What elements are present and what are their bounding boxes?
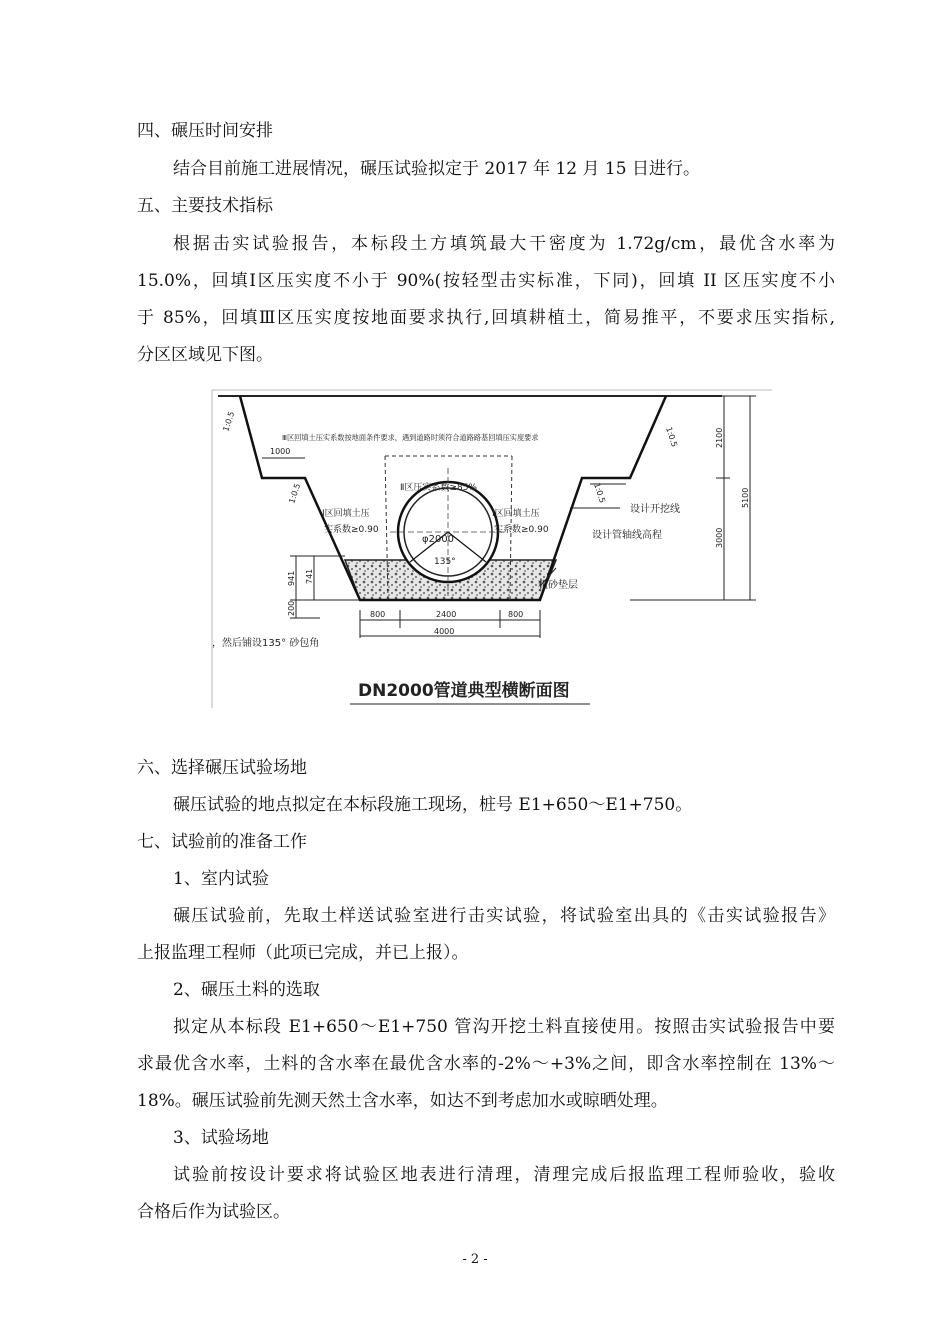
dim-2100: 2100 xyxy=(715,427,724,448)
label-zone2: Ⅱ区压实系数≥85% xyxy=(400,483,477,493)
paragraph-tech-line-1: 根据击实试验报告，本标段土方填筑最大干密度为 1.72g/cm，最优含水率为 xyxy=(173,234,835,254)
label-zone1-right-a: Ⅰ区回填土压 xyxy=(492,509,540,519)
paragraph-site: 碾压试验的地点拟定在本标段施工现场，桩号 E1+650～E1+750。 xyxy=(173,795,693,815)
label-excavation: 设计开挖线 xyxy=(630,504,680,515)
subheading-7-3: 3、试验场地 xyxy=(173,1128,269,1148)
paragraph-7-2-line-3: 18%。碾压试验前先测天然土含水率，如达不到考虑加水或晾晒处理。 xyxy=(137,1091,668,1111)
paragraph-tech-line-3: 于 85%，回填Ⅲ区压实度按地面要求执行,回填耕植土，简易推平，不要求压实指标, xyxy=(137,308,835,328)
heading-section-7: 七、试验前的准备工作 xyxy=(137,832,307,852)
paragraph-7-2-line-1: 拟定从本标段 E1+650～E1+750 管沟开挖土料直接使用。按照击实试验报告中要 xyxy=(173,1017,835,1037)
note-top: Ⅲ区回填土压实系数按地面条件要求，遇到道路时须符合道路路基回填压实度要求 xyxy=(282,433,539,442)
label-pipe-dia: φ2000 xyxy=(422,534,455,545)
dim-741: 741 xyxy=(305,568,314,584)
paragraph-schedule: 结合目前施工进展情况，碾压试验拟定于 2017 年 12 月 15 日进行。 xyxy=(173,159,700,179)
label-zone1-left-a: Ⅰ区回填土压 xyxy=(322,509,370,519)
label-zone1-left-b: 实系数≥0.90 xyxy=(324,525,379,535)
heading-section-5: 五、主要技术指标 xyxy=(137,196,273,216)
subheading-7-1: 1、室内试验 xyxy=(173,869,269,889)
paragraph-7-3-line-2: 合格后作为试验区。 xyxy=(137,1202,290,1222)
paragraph-7-1-line-2: 上报监理工程师（此项已完成，并已上报）。 xyxy=(137,943,469,963)
slope-label-1: 1:0.5 xyxy=(221,410,237,433)
side-note: ，然后铺设135° 砂包角 xyxy=(212,638,320,649)
subheading-7-2: 2、碾压土料的选取 xyxy=(173,980,320,1000)
paragraph-tech-line-4: 分区区域见下图。 xyxy=(137,345,273,365)
label-sand: 粗砂垫层 xyxy=(538,580,578,591)
heading-section-4: 四、碾压时间安排 xyxy=(137,121,273,141)
figure-caption: DN2000管道典型横断面图 xyxy=(358,681,570,701)
dim-800-right: 800 xyxy=(508,610,524,619)
dim-941: 941 xyxy=(287,570,296,586)
dim-4000: 4000 xyxy=(434,627,455,636)
heading-section-6: 六、选择碾压试验场地 xyxy=(137,758,307,778)
paragraph-tech-line-2: 15.0%，回填Ⅰ区压实度不小于 90%(按轻型击实标准，下同)，回填 II 区压实度不小 xyxy=(137,271,835,291)
dim-3000: 3000 xyxy=(715,527,724,548)
dim-5100: 5100 xyxy=(741,487,750,508)
dim-200: 200 xyxy=(287,600,296,616)
label-zone1-right-b: 实系数≥0.90 xyxy=(494,525,549,535)
cross-section-figure xyxy=(210,388,774,710)
dim-800-left: 800 xyxy=(370,610,386,619)
page-number: - 2 - xyxy=(462,1252,488,1267)
paragraph-7-3-line-1: 试验前按设计要求将试验区地表进行清理，清理完成后报监理工程师验收，验收 xyxy=(173,1165,835,1185)
dim-2400: 2400 xyxy=(436,610,457,619)
label-pipe-axis: 设计管轴线高程 xyxy=(592,530,662,541)
dim-1000: 1000 xyxy=(270,447,291,456)
slope-label-3: 1:0.5 xyxy=(287,482,303,505)
slope-label-2: 1:0.5 xyxy=(664,425,679,449)
paragraph-7-2-line-2: 求最优含水率，土料的含水率在最优含水率的-2%～+3%之间，即含水率控制在 13%～ xyxy=(137,1054,835,1074)
paragraph-7-1-line-1: 碾压试验前，先取土样送试验室进行击实试验，将试验室出具的《击实试验报告》 xyxy=(173,906,835,926)
label-angle: 135° xyxy=(434,557,456,567)
slope-label-4: 1:0.5 xyxy=(592,481,607,505)
